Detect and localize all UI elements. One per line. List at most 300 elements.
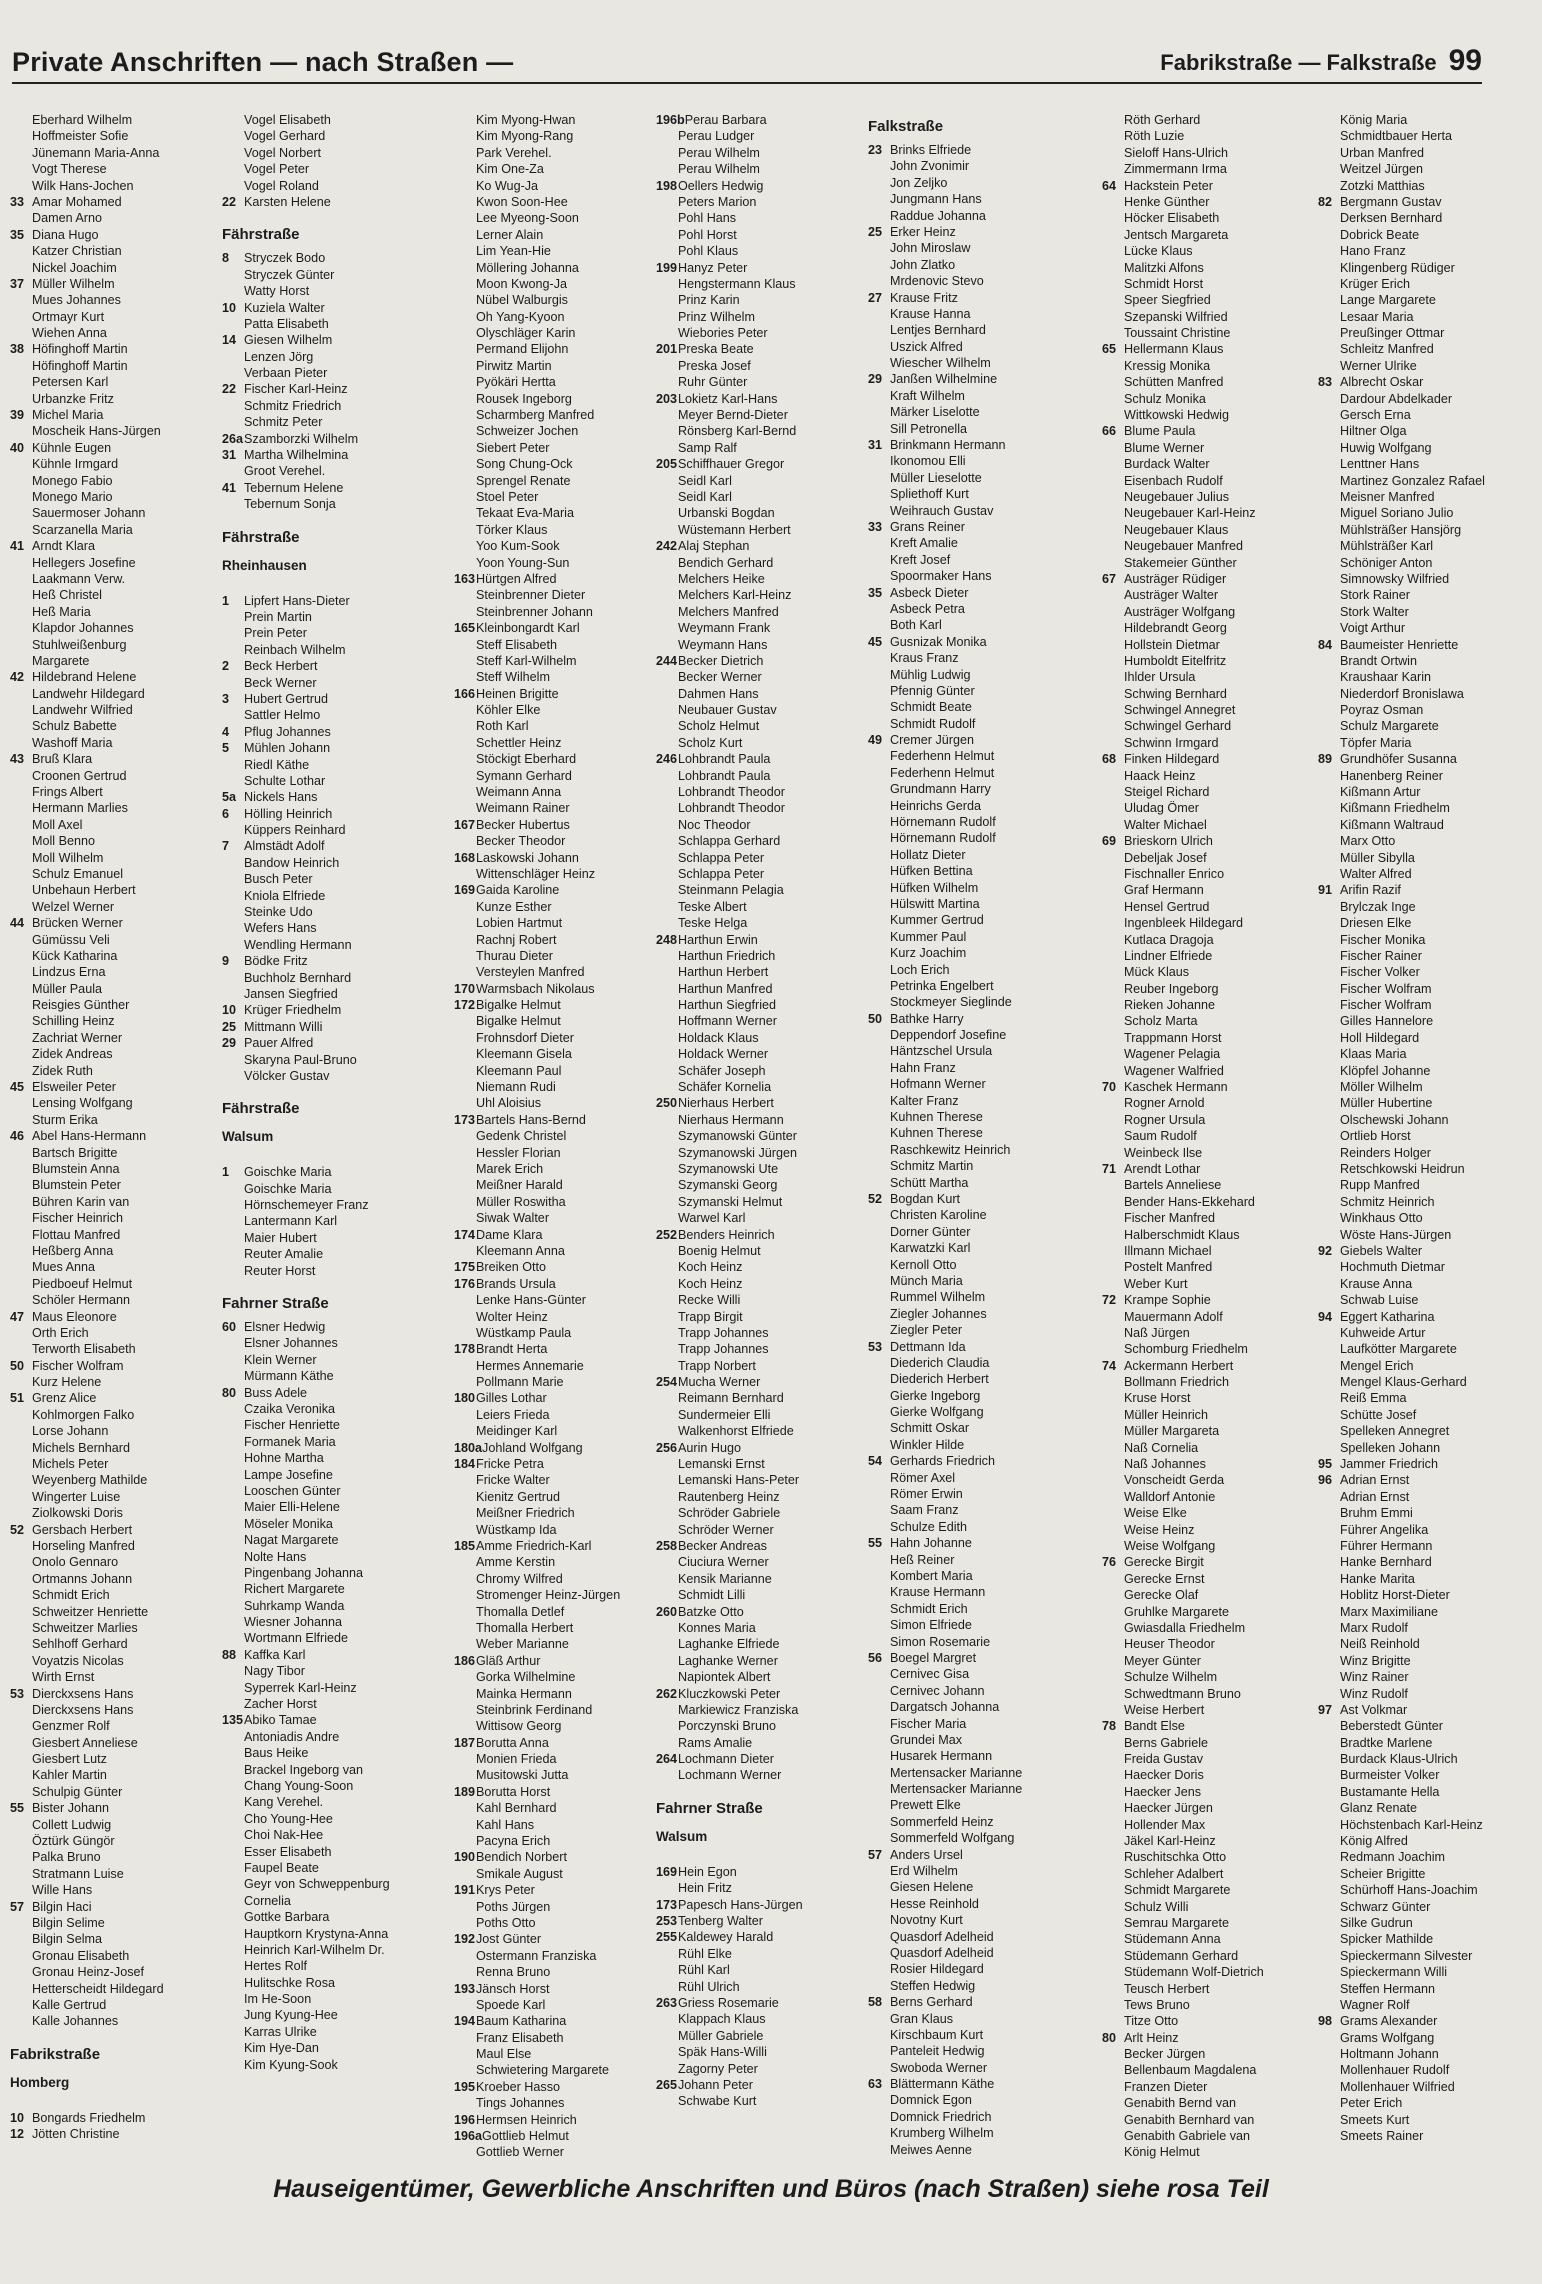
resident-entry	[454, 1407, 662, 1423]
resident-name: Steffen Hedwig	[890, 1978, 976, 1993]
resident-entry	[656, 1995, 864, 2011]
resident-name: Spieckermann Silvester	[1340, 1948, 1473, 1963]
resident-name: Heinrich Karl-Wilhelm Dr.	[244, 1942, 385, 1957]
house-number: 35	[10, 227, 25, 242]
resident-name: Tekaat Eva-Maria	[476, 506, 574, 521]
resident-name: Skaryna Paul-Bruno	[244, 1052, 357, 1067]
house-number: 68	[1102, 752, 1117, 767]
resident-entry	[222, 1680, 430, 1696]
resident-name: Austräger Rüdiger	[1124, 571, 1227, 586]
resident-name: Kahler Martin	[32, 1768, 107, 1783]
house-number: 190	[454, 1850, 476, 1865]
resident-entry	[868, 257, 1076, 273]
resident-name: Höcker Elisabeth	[1124, 211, 1220, 226]
resident-entry	[454, 112, 662, 128]
resident-entry	[222, 920, 430, 936]
resident-name: Lohbrandt Paula	[678, 768, 771, 783]
house-number: 92	[1318, 1243, 1333, 1258]
resident-entry	[1318, 1341, 1526, 1357]
resident-name: Driesen Elke	[1340, 916, 1412, 931]
resident-entry	[10, 784, 218, 800]
resident-name: Koch Heinz	[678, 1276, 743, 1291]
resident-name: Hürtgen Alfred	[476, 571, 557, 586]
resident-name: Zacher Horst	[244, 1697, 317, 1712]
house-number: 186	[454, 1653, 476, 1668]
resident-name: Kahl Hans	[476, 1817, 535, 1832]
resident-entry	[868, 1125, 1076, 1141]
resident-entry	[454, 1161, 662, 1177]
resident-name: Kraus Franz	[890, 651, 959, 666]
resident-name: Poyraz Osman	[1340, 703, 1424, 718]
resident-entry	[1318, 1964, 1526, 1980]
resident-name: Cornelia	[244, 1893, 291, 1908]
resident-name: Weyenberg Mathilde	[32, 1473, 148, 1488]
resident-entry	[222, 1958, 430, 1974]
resident-entry	[1318, 1243, 1526, 1259]
house-number: 242	[656, 539, 678, 554]
resident-name: Diederich Claudia	[890, 1355, 990, 1370]
resident-name: Kutlaca Dragoja	[1124, 932, 1214, 947]
directory-column-6	[1102, 112, 1310, 2162]
resident-entry	[868, 1273, 1076, 1289]
resident-entry	[868, 1568, 1076, 1584]
house-number: 10	[222, 1003, 237, 1018]
resident-name: Warmsbach Nikolaus	[476, 981, 595, 996]
resident-name: Frohnsdorf Dieter	[476, 1030, 574, 1045]
resident-entry	[1102, 2046, 1310, 2062]
resident-name: Terworth Elisabeth	[32, 1342, 136, 1357]
resident-name: Märker Liselotte	[890, 405, 980, 420]
resident-name: Führer Hermann	[1340, 1538, 1433, 1553]
resident-name: Gierke Ingeborg	[890, 1388, 981, 1403]
resident-name: Humboldt Eitelfritz	[1124, 653, 1227, 668]
resident-entry	[1318, 637, 1526, 653]
resident-name: Hellegers Josefine	[32, 555, 136, 570]
resident-entry	[1318, 1079, 1526, 1095]
house-number: 185	[454, 1538, 476, 1553]
resident-name: Hauptkorn Krystyna-Anna	[244, 1926, 389, 1941]
resident-name: Bendich Gerhard	[678, 555, 774, 570]
resident-name: Kressig Monika	[1124, 358, 1211, 373]
resident-name: Schulz Monika	[1124, 391, 1206, 406]
resident-name: Roth Karl	[476, 719, 529, 734]
resident-name: Hanyz Peter	[678, 260, 748, 275]
resident-entry	[656, 522, 864, 538]
resident-name: Wiesner Johanna	[244, 1615, 343, 1630]
resident-entry	[10, 1784, 218, 1800]
resident-entry	[1102, 1882, 1310, 1898]
resident-entry	[656, 407, 864, 423]
resident-name: Tebernum Sonja	[244, 497, 336, 512]
resident-entry	[868, 683, 1076, 699]
resident-name: Brieskorn Ulrich	[1124, 834, 1213, 849]
resident-entry	[10, 2126, 218, 2142]
resident-entry	[1318, 800, 1526, 816]
resident-name: Siwak Walter	[476, 1211, 550, 1226]
resident-name: Kuhweide Artur	[1340, 1325, 1426, 1340]
resident-entry	[454, 1030, 662, 1046]
resident-entry	[222, 1450, 430, 1466]
street-heading: Fährstraße	[222, 1100, 300, 1118]
resident-name: Hanenberg Reiner	[1340, 768, 1443, 783]
resident-name: Holtmann Johann	[1340, 2047, 1439, 2062]
resident-name: Holdack Klaus	[678, 1030, 759, 1045]
resident-entry	[1102, 1669, 1310, 1685]
resident-entry	[10, 1292, 218, 1308]
resident-name: Walldorf Antonie	[1124, 1489, 1216, 1504]
resident-entry	[454, 1964, 662, 1980]
resident-name: Wittkowski Hedwig	[1124, 408, 1229, 423]
resident-name: Grans Reiner	[890, 519, 965, 534]
resident-name: Elsner Johannes	[244, 1336, 338, 1351]
resident-name: Hülswitt Martina	[890, 896, 980, 911]
resident-name: Giebels Walter	[1340, 1243, 1423, 1258]
resident-name: Schettler Heinz	[476, 735, 562, 750]
resident-name: Hanke Marita	[1340, 1571, 1415, 1586]
resident-entry	[454, 882, 662, 898]
resident-name: Blumstein Peter	[32, 1178, 121, 1193]
resident-entry	[454, 178, 662, 194]
resident-entry	[222, 1052, 430, 1068]
house-number: 57	[10, 1899, 25, 1914]
resident-name: Erker Heinz	[890, 224, 956, 239]
resident-entry	[868, 1502, 1076, 1518]
resident-entry	[1102, 1358, 1310, 1374]
resident-entry	[222, 250, 430, 266]
resident-entry	[868, 568, 1076, 584]
resident-name: Ruschitschka Otto	[1124, 1850, 1227, 1865]
resident-entry	[656, 292, 864, 308]
resident-name: Beberstedt Günter	[1340, 1719, 1443, 1734]
resident-entry	[1318, 1145, 1526, 1161]
resident-entry	[10, 604, 218, 620]
resident-name: Saum Rudolf	[1124, 1129, 1197, 1144]
resident-name: Arendt Lothar	[1124, 1162, 1201, 1176]
resident-entry	[454, 1538, 662, 1554]
house-number: 258	[656, 1538, 678, 1553]
resident-entry	[222, 1467, 430, 1483]
resident-entry	[454, 1194, 662, 1210]
resident-entry	[868, 929, 1076, 945]
resident-name: Brinkmann Hermann	[890, 438, 1006, 453]
resident-entry	[454, 964, 662, 980]
resident-name: Becker Dietrich	[678, 653, 764, 668]
resident-entry	[1102, 2144, 1310, 2160]
resident-entry	[1318, 587, 1526, 603]
resident-name: Martinez Gonzalez Rafael	[1340, 473, 1485, 488]
resident-entry	[656, 243, 864, 259]
resident-name: Cernivec Johann	[890, 1683, 985, 1698]
resident-entry	[222, 1002, 430, 1018]
resident-name: Moll Wilhelm	[32, 850, 104, 865]
resident-name: Schmidt Horst	[1124, 276, 1204, 291]
resident-name: Gersbach Herbert	[32, 1522, 133, 1537]
resident-entry	[454, 669, 662, 685]
resident-name: Pohl Klaus	[678, 244, 739, 259]
resident-name: Sill Petronella	[890, 421, 968, 436]
resident-entry	[1318, 1489, 1526, 1505]
resident-entry	[656, 915, 864, 931]
resident-name: Hölling Heinrich	[244, 806, 333, 821]
resident-name: Breiken Otto	[476, 1260, 546, 1275]
house-number: 172	[454, 998, 476, 1013]
resident-entry	[222, 1197, 430, 1213]
resident-name: Neiß Reinhold	[1340, 1637, 1420, 1652]
resident-name: Schmidt Beate	[890, 700, 972, 715]
resident-name: Laakmann Verw.	[32, 571, 126, 586]
district-heading: Walsum	[656, 1828, 708, 1844]
resident-entry	[1102, 1653, 1310, 1669]
resident-entry	[1318, 833, 1526, 849]
resident-entry	[868, 371, 1076, 387]
resident-entry	[868, 1535, 1076, 1551]
resident-entry	[868, 1257, 1076, 1273]
resident-name: Kuhnen Therese	[890, 1110, 983, 1125]
resident-entry	[1318, 2062, 1526, 2078]
resident-name: Kurz Joachim	[890, 946, 967, 961]
resident-name: Renna Bruno	[476, 1965, 551, 1980]
house-number: 25	[222, 1019, 237, 1034]
resident-entry	[656, 1897, 864, 1913]
resident-entry	[868, 912, 1076, 928]
resident-name: Harthun Erwin	[678, 932, 758, 947]
resident-name: Kim One-Za	[476, 162, 544, 177]
resident-name: Hoblitz Horst-Dieter	[1340, 1588, 1450, 1603]
resident-name: Jungmann Hans	[890, 192, 982, 207]
resident-entry	[868, 601, 1076, 617]
resident-entry	[454, 2128, 662, 2144]
resident-name: Lesaar Maria	[1340, 309, 1414, 324]
resident-name: Uludag Ömer	[1124, 801, 1199, 816]
resident-entry	[10, 489, 218, 505]
resident-entry	[656, 1112, 864, 1128]
resident-entry	[868, 798, 1076, 814]
resident-entry	[222, 1630, 430, 1646]
resident-name: Eberhard Wilhelm	[32, 113, 133, 127]
resident-name: Fricke Petra	[476, 1457, 544, 1472]
resident-name: Röth Luzie	[1124, 129, 1185, 144]
resident-entry	[1318, 194, 1526, 210]
resident-name: Vogel Peter	[244, 162, 310, 177]
resident-entry	[10, 1390, 218, 1406]
resident-name: Versteylen Manfred	[476, 965, 585, 980]
house-number: 52	[868, 1192, 883, 1206]
resident-name: Burdack Klaus-Ulrich	[1340, 1752, 1458, 1767]
resident-name: Both Karl	[890, 618, 942, 633]
resident-name: Rachnj Robert	[476, 932, 557, 947]
house-number: 22	[222, 382, 237, 397]
resident-name: Steff Wilhelm	[476, 670, 550, 685]
house-number: 84	[1318, 637, 1333, 652]
resident-name: Werner Ulrike	[1340, 358, 1417, 373]
resident-name: König Maria	[1340, 113, 1408, 127]
resident-name: Schwarz Günter	[1340, 1899, 1431, 1914]
resident-entry	[1102, 1997, 1310, 2013]
resident-entry	[868, 1519, 1076, 1535]
resident-entry	[10, 1981, 218, 1997]
resident-entry	[10, 1063, 218, 1079]
resident-name: Simon Elfriede	[890, 1618, 972, 1633]
resident-entry	[656, 1571, 864, 1587]
resident-entry	[656, 604, 864, 620]
resident-name: Noc Theodor	[678, 817, 751, 832]
resident-name: Dierckxsens Hans	[32, 1686, 134, 1701]
resident-entry	[1318, 2112, 1526, 2128]
resident-name: Melchers Manfred	[678, 604, 779, 619]
resident-name: Giesbert Lutz	[32, 1752, 107, 1767]
resident-entry	[1102, 1063, 1310, 1079]
resident-name: Brücken Werner	[32, 916, 123, 931]
resident-name: Simon Rosemarie	[890, 1634, 991, 1649]
resident-name: Vogel Norbert	[244, 145, 322, 160]
resident-entry	[454, 456, 662, 472]
resident-entry	[868, 1814, 1076, 1830]
resident-name: Heß Reiner	[890, 1552, 955, 1567]
resident-name: Bandt Else	[1124, 1719, 1185, 1734]
resident-name: Grundei Max	[890, 1732, 963, 1747]
resident-entry	[10, 1161, 218, 1177]
resident-name: Möseler Monika	[244, 1516, 333, 1531]
resident-name: Sauermoser Johann	[32, 506, 146, 521]
resident-entry	[656, 210, 864, 226]
resident-name: Heuser Theodor	[1124, 1637, 1215, 1652]
resident-entry	[656, 128, 864, 144]
resident-name: Syperrek Karl-Heinz	[244, 1680, 357, 1695]
resident-entry	[454, 1800, 662, 1816]
resident-name: Flottau Manfred	[32, 1227, 121, 1242]
resident-entry	[1318, 1587, 1526, 1603]
resident-entry	[222, 128, 430, 144]
resident-name: Diana Hugo	[32, 227, 99, 242]
resident-name: Saam Franz	[890, 1503, 959, 1518]
resident-entry	[1102, 1915, 1310, 1931]
resident-entry	[656, 1929, 864, 1945]
resident-name: Monien Frieda	[476, 1752, 557, 1767]
resident-name: Möllering Johanna	[476, 260, 579, 275]
resident-entry	[10, 1046, 218, 1062]
resident-entry	[454, 522, 662, 538]
resident-entry	[868, 2142, 1076, 2158]
resident-entry	[10, 243, 218, 259]
resident-entry	[10, 391, 218, 407]
resident-name: Weber Marianne	[476, 1637, 569, 1652]
resident-name: Bongards Friedhelm	[32, 2110, 146, 2125]
resident-entry	[868, 290, 1076, 306]
resident-name: Huwig Wolfgang	[1340, 440, 1432, 455]
resident-entry	[10, 1587, 218, 1603]
resident-entry	[1102, 850, 1310, 866]
resident-entry	[1318, 1440, 1526, 1456]
resident-entry	[10, 1636, 218, 1652]
resident-name: Kniola Elfriede	[244, 888, 326, 903]
resident-entry	[454, 505, 662, 521]
resident-name: Adrian Ernst	[1340, 1473, 1410, 1488]
resident-name: Blumstein Anna	[32, 1162, 120, 1176]
resident-entry	[222, 1581, 430, 1597]
resident-entry	[222, 1860, 430, 1876]
resident-name: Ast Volkmar	[1340, 1702, 1408, 1717]
resident-entry	[222, 496, 430, 512]
resident-entry	[1102, 948, 1310, 964]
resident-entry	[656, 1194, 864, 1210]
resident-entry	[656, 309, 864, 325]
resident-name: Schulz Willi	[1124, 1899, 1189, 1914]
resident-name: Ingenbleek Hildegard	[1124, 916, 1244, 931]
resident-name: Wagener Walfried	[1124, 1063, 1224, 1078]
resident-entry	[1102, 997, 1310, 1013]
resident-name: Röth Gerhard	[1124, 113, 1201, 127]
resident-entry	[1318, 210, 1526, 226]
resident-name: Giesen Wilhelm	[244, 333, 333, 348]
resident-name: Landwehr Hildegard	[32, 686, 145, 701]
resident-entry	[1318, 997, 1526, 1013]
resident-entry	[10, 210, 218, 226]
resident-name: Winz Brigitte	[1340, 1653, 1411, 1668]
resident-entry	[1102, 456, 1310, 472]
house-number: 203	[656, 391, 678, 406]
house-number: 244	[656, 653, 678, 668]
house-number: 78	[1102, 1719, 1117, 1734]
header-street-range: Fabrikstraße — Falkstraße	[1160, 50, 1437, 75]
resident-name: Poths Otto	[476, 1915, 536, 1930]
page-number: 99	[1448, 44, 1482, 77]
page-header	[12, 40, 1482, 84]
resident-entry	[868, 617, 1076, 633]
resident-entry	[656, 1030, 864, 1046]
house-number: 80	[222, 1385, 237, 1400]
resident-entry	[222, 740, 430, 756]
house-number: 1	[222, 593, 230, 608]
resident-entry	[1102, 1571, 1310, 1587]
house-number: 163	[454, 571, 476, 586]
resident-entry	[868, 191, 1076, 207]
house-number: 5	[222, 741, 230, 756]
resident-name: Kreft Amalie	[890, 536, 958, 551]
resident-name: Borutta Anna	[476, 1735, 549, 1750]
resident-entry	[1318, 292, 1526, 308]
resident-entry	[656, 341, 864, 357]
resident-name: Lantermann Karl	[244, 1214, 338, 1229]
resident-entry	[222, 300, 430, 316]
resident-entry	[1102, 178, 1310, 194]
resident-name: Burmeister Volker	[1340, 1768, 1440, 1783]
resident-name: Schomburg Friedhelm	[1124, 1342, 1248, 1357]
resident-name: Im He-Soon	[244, 1992, 312, 2007]
resident-entry	[868, 1322, 1076, 1338]
resident-entry	[1318, 309, 1526, 325]
resident-name: Fischer Rainer	[1340, 948, 1422, 963]
resident-name: Simnowsky Wilfried	[1340, 571, 1450, 586]
resident-name: Orth Erich	[32, 1325, 89, 1340]
resident-name: Ziegler Peter	[890, 1323, 963, 1338]
entry-continuation	[222, 463, 430, 479]
resident-name: Rupp Manfred	[1340, 1178, 1420, 1193]
resident-entry	[1318, 112, 1526, 128]
resident-name: König Alfred	[1340, 1834, 1408, 1849]
resident-name: Malitzki Alfons	[1124, 260, 1204, 275]
resident-entry	[10, 1997, 218, 2013]
resident-entry	[656, 981, 864, 997]
resident-entry	[868, 1994, 1076, 2010]
resident-entry	[1318, 866, 1526, 882]
resident-name: Szymanski Helmut	[678, 1194, 783, 1209]
resident-entry	[868, 1158, 1076, 1174]
resident-entry	[454, 423, 662, 439]
resident-name: Gorka Wilhelmine	[476, 1670, 576, 1685]
resident-entry	[656, 1259, 864, 1275]
resident-name: Becker Werner	[678, 670, 762, 685]
house-number: 76	[1102, 1555, 1117, 1570]
